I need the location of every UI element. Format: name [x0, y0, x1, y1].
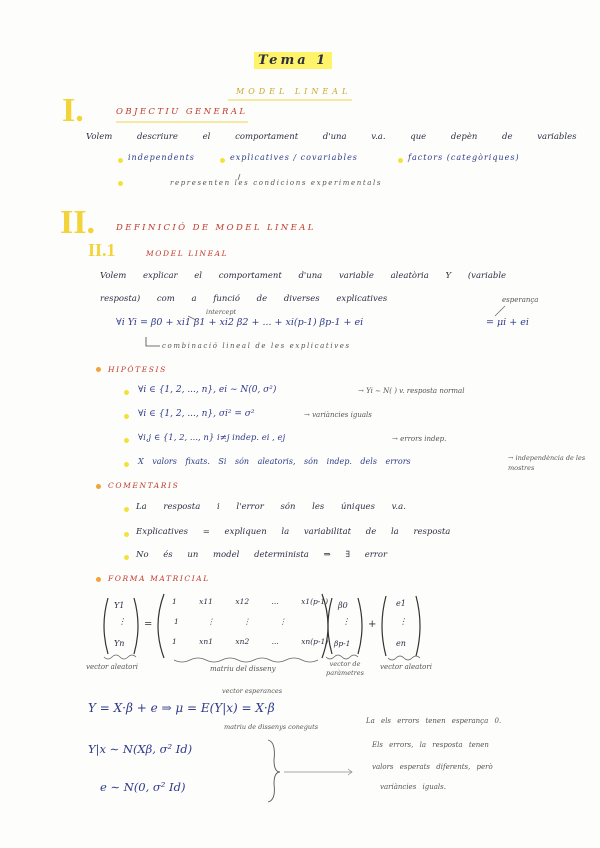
hipotesi-3-note: → errors indep. [392, 435, 447, 443]
section-2-heading: DEFINICIÓ DE MODEL LINEAL [116, 223, 316, 233]
bullet-icon [96, 484, 101, 489]
x-row1-c3: x12 [235, 597, 250, 606]
hipotesi-4-note: → independència de les mostres [508, 454, 586, 472]
bullet-icon [398, 158, 403, 163]
bullet-icon [124, 390, 129, 395]
label-beta-vector: vector de paràmetres [326, 660, 364, 678]
beta-bot: βp-1 [334, 639, 351, 648]
bullet-icon [124, 438, 129, 443]
bullet-icon [124, 414, 129, 419]
matriu-dissenys-note: matriu de dissenys coneguts [224, 723, 319, 731]
e-top: e1 [396, 599, 406, 608]
plus-sign: + [368, 619, 377, 630]
hipotesi-2-note: → variàncies iguals [304, 411, 372, 419]
e-bot: en [396, 639, 406, 648]
side-note-1: La els errors tenen esperança 0. [366, 717, 502, 725]
beta-top: β0 [338, 601, 348, 610]
item-explicatives: explicatives / covariables [230, 153, 358, 162]
x-row2-c1: 1 [174, 617, 179, 626]
bullet-icon [118, 181, 123, 186]
section-1-number: I. [62, 92, 84, 129]
bullet-icon [124, 462, 129, 467]
comentari-1: La resposta i l'error són les úniques v.a. [136, 502, 406, 512]
item-independents: independents [128, 153, 195, 162]
error-distribution: e ∼ N(0, σ² Id) [100, 780, 186, 794]
main-equation: Y = X·β + e ⇒ μ = E(Y|x) = X·β [88, 701, 275, 715]
section-2-para2: resposta) com a funció de diverses explicatives [100, 294, 388, 304]
conditional-distribution: Y|x ∼ N(Xβ, σ² Id) [88, 742, 193, 756]
side-note-3: valors esperats diferents, però [372, 763, 493, 771]
x-row1-c2: x11 [199, 597, 213, 606]
label-x-matrix: matriu del disseny [210, 665, 276, 673]
equals-sign: = [144, 619, 153, 630]
x-row-2 [174, 618, 286, 626]
bullet-icon [220, 158, 225, 163]
item-representen: representen les condicions experimentals [170, 179, 383, 187]
combinacio-lineal: combinació lineal de les explicatives [162, 342, 351, 350]
subsection-number: II.1 [88, 240, 116, 260]
bullet-icon [96, 367, 101, 372]
x-row2-c2: ⋮ [207, 617, 215, 626]
note-intercept: intercept [206, 308, 237, 316]
bullet-icon [96, 577, 101, 582]
y-top: Y1 [114, 601, 125, 610]
hipotesi-4: X valors fixats. Si són aleatoris, són indep. dels errors [138, 457, 411, 466]
vector-esperances-note: vector esperances [222, 687, 283, 695]
comentari-3: No és un model determinista ⇒ ∃ error [136, 550, 388, 560]
bullet-icon [124, 555, 129, 560]
matricial-label: FORMA MATRICIAL [108, 574, 210, 583]
bullet-icon [124, 532, 129, 537]
x-row1-c4: ... [271, 597, 279, 606]
hipotesi-1-note: → Yi ∼ N( ) v. resposta normal [358, 387, 465, 395]
e-dots: ⋮ [399, 617, 407, 626]
bullet-icon [118, 158, 123, 163]
x-row3-c5: xn(p-1) [301, 637, 329, 646]
section-1-heading: OBJECTIU GENERAL [116, 107, 248, 117]
label-e-vector: vector aleatori [380, 663, 432, 671]
x-row2-c5: ⋮ [278, 617, 287, 626]
model-equation-side: = μi + ei [486, 317, 529, 328]
side-note-4: variàncies iguals. [380, 783, 446, 791]
side-note-2: Els errors, la resposta tenen [372, 741, 489, 749]
model-equation: ∀i Yi = β0 + xi1 β1 + xi2 β2 + ... + xi(p-1) βp-1 + ei [116, 317, 364, 328]
x-row3-c4: ... [271, 637, 279, 646]
comentari-2: Explicatives = expliquen la variabilitat de la resposta [136, 527, 451, 537]
x-row-1 [172, 598, 328, 606]
beta-dots: ⋮ [342, 617, 350, 626]
page-title [254, 54, 332, 67]
hipotesi-3: ∀i,j ∈ {1, 2, ..., n} i≠j indep. ei , ej [138, 433, 286, 443]
note-esperanca: esperança [502, 296, 539, 304]
page-subtitle: MODEL LINEAL [236, 87, 352, 96]
x-row1-c1: 1 [172, 597, 177, 606]
y-dots: ⋮ [118, 617, 126, 626]
x-row3-c2: xn1 [199, 637, 214, 646]
bullet-icon [124, 507, 129, 512]
comentaris-label: COMENTARIS [108, 481, 180, 490]
section-2-number: II. [60, 204, 95, 241]
x-row2-c3: ⋮ [243, 617, 251, 626]
hipotesis-label: HIPÒTESIS [108, 365, 167, 374]
hipotesi-2: ∀i ∈ {1, 2, ..., n}, σi² = σ² [138, 409, 255, 419]
tema-title: Tema 1 [254, 52, 332, 69]
y-bot: Yn [114, 639, 125, 648]
x-row-3 [172, 638, 328, 646]
item-factors: factors (categòriques) [408, 153, 520, 162]
subsection-heading: MODEL LINEAL [146, 249, 229, 258]
x-row1-c5: x1(p-1) [301, 597, 329, 606]
x-row3-c3: xn2 [235, 637, 250, 646]
x-row3-c1: 1 [172, 637, 177, 646]
section-1-intro: Volem descriure el comportament d'una v.a. que depèn de variables [86, 132, 577, 142]
label-y-vector: vector aleatori [86, 663, 138, 671]
section-2-para1: Volem explicar el comportament d'una variable aleatòria Y (variable [100, 271, 507, 281]
hipotesi-1: ∀i ∈ {1, 2, ..., n}, ei ∼ N(0, σ²) [138, 385, 277, 395]
